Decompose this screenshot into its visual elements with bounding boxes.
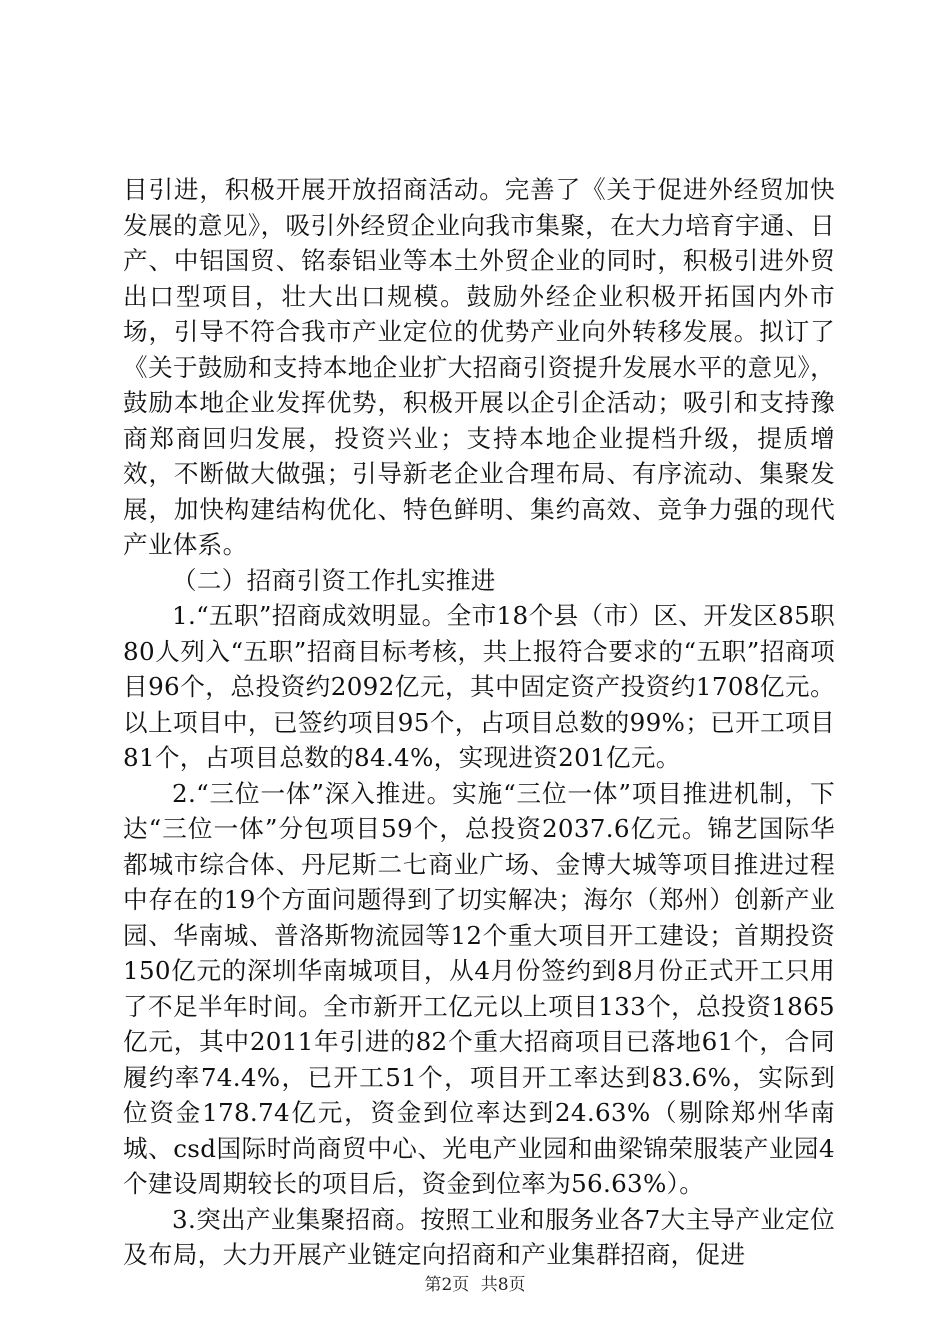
paragraph-three-in-one: 2.“三位一体”深入推进。实施“三位一体”项目推进机制，下达“三位一体”分包项目59个，总投资2037.6亿元。锦艺国际华都城市综合体、丹尼斯二七商业广场、金博大城等项目推进过程中存在的19个方面问题得到了切实解决；海尔（郑州）创新产业园、华南城、普洛斯物流园等12个重大项目开工建设；首期投资150亿元的深圳华南城项目，从4月份签约到8月份正式开工只用了不足半年时间。全市新开工亿元以上项目133个，总投资1865亿元，其中2011年引进的82个重大招商项目已落地61个，合同履约率74.4%，已开工51个，项目开工率达到83.6%，实际到位资金178.74亿元，资金到位率达到24.63%（剔除郑州华南城、csd国际时尚商贸中心、光电产业园和曲梁锦荣服装产业园4个建设周期较长的项目后，资金到位率为56.63%）。 bbox=[123, 778, 835, 1198]
paragraph-industry-cluster: 3.突出产业集聚招商。按照工业和服务业各7大主导产业定位及布局，大力开展产业链定向招商和产业集群招商，促进 bbox=[123, 1204, 835, 1269]
paragraph-five-posts: 1.“五职”招商成效明显。全市18个县（市）区、开发区85职80人列入“五职”招商目标考核，共上报符合要求的“五职”招商项目96个，总投资约2092亿元，其中固定资产投资约1708亿元。以上项目中，已签约项目95个，占项目总数的99%；已开工项目81个，占项目总数的84.4%，实现进资201亿元。 bbox=[123, 601, 835, 772]
page-total: 共8页 bbox=[480, 1275, 526, 1295]
section-heading: （二）招商引资工作扎实推进 bbox=[172, 565, 496, 595]
document-body bbox=[123, 172, 835, 1273]
paragraph-continuation: 目引进，积极开展开放招商活动。完善了《关于促进外经贸加快发展的意见》，吸引外经贸企业向我市集聚，在大力培育宇通、日产、中铝国贸、铭泰铝业等本土外贸企业的同时，积极引进外贸出口型项目，壮大出口规模。鼓励外经企业积极开拓国内外市场，引导不符合我市产业定位的优势产业向外转移发展。拟订了《关于鼓励和支持本地企业扩大招商引资提升发展水平的意见》，鼓励本地企业发挥优势，积极开展以企引企活动；吸引和支持豫商郑商回归发展，投资兴业；支持本地企业提档升级，提质增效，不断做大做强；引导新老企业合理布局、有序流动、集聚发展，加快构建结构优化、特色鲜明、集约高效、竞争力强的现代产业体系。 bbox=[123, 175, 835, 559]
page-number: 第2页 bbox=[424, 1275, 470, 1295]
page-footer bbox=[0, 1274, 950, 1296]
